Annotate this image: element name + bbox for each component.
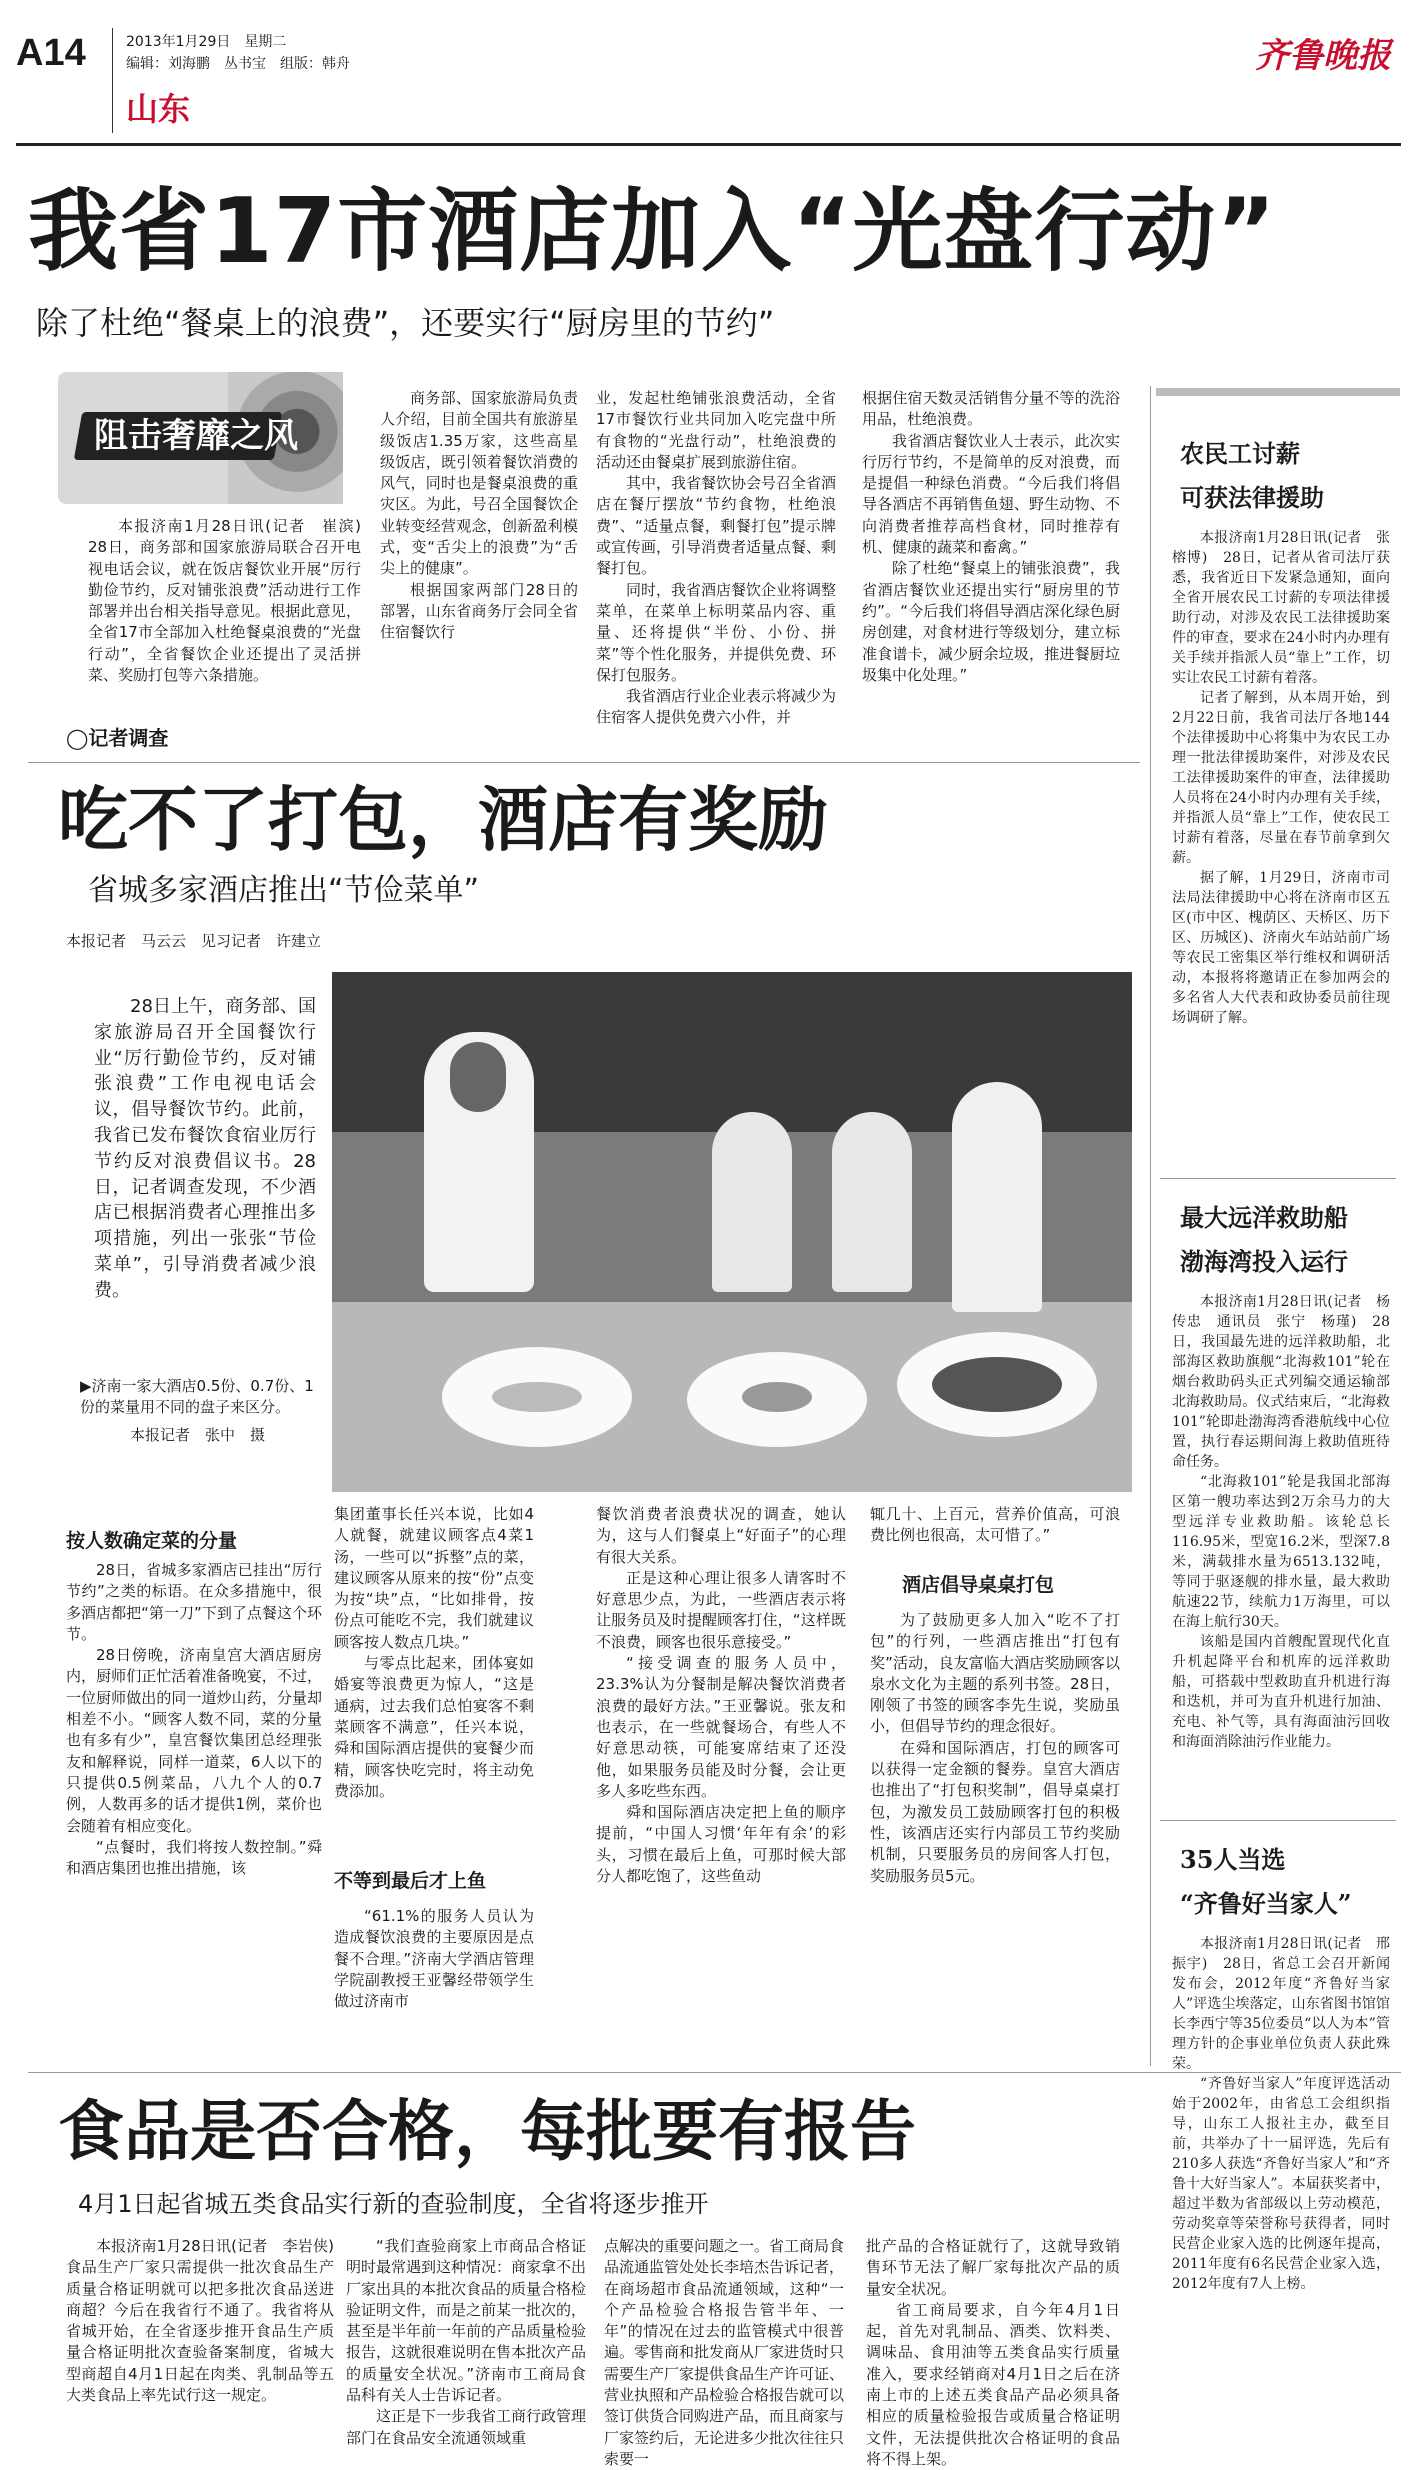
sidebar-item1-body: 本报济南1月28日讯(记者 张榕博) 28日，记者从省司法厅获悉，我省近日下发紧急通知，面向全省开展农民工讨薪的专项法律援助行动，对涉及农民工法律援助案件的审查，要求在24小时内办理有关手续并指派人员“靠上”工作，切实让农民工讨薪有着落。 记者了解到，从本周开始，到2月22日前，我省司法厅各地144个法律援助中心将集中为农民工办理一批法律援助案件，对涉及农民工法律援助案件的审查，法律援助人员将在24小时内办理有关手续，并指派人员“靠上”工作，使农民工讨薪有着落，尽量在春节前拿到欠薪。 据了解，1月29日，济南市司法局法律援助中心将在济南市区五区(市中区、槐荫区、天桥区、历下区、历城区)、济南火车站站前广场等农民工密集区举行维权和调研活动，本报将将邀请正在参加两会的多名省人大代表和政协委员前往现场调研了解。 (1172, 530, 1390, 1026)
page-number: A14 (16, 32, 86, 74)
kitchen-photo (332, 972, 1132, 1492)
article3-column-4: 批产品的合格证就行了，这就导致销售环节无法了解厂家每批次产品的质量安全状况。 省工商局要求，自今年4月1日起，首先对乳制品、酒类、饮料类、调味品、食用油等五类食品实行质量准入，要求经销商对4月1日之后在济南上市的上述五类食品产品必须具备相应的质量检验报告或质量合格证明文件，无法提供批次合格证明的食品将不得上架。 (866, 2237, 1120, 2468)
article3-column-3: 点解决的重要问题之一。省工商局食品流通监管处处长李培杰告诉记者，在商场超市食品流通领域，这种“一个产品检验合格报告管半年、一年”的情况在过去的监管模式中很普遍。零售商和批发商从厂家进货时只需要生产厂家提供食品生产许可证、营业执照和产品检验合格报告就可以签订供货合同购进产品，而且商家与厂家签约后，无论进多少批次往往只索要一 (604, 2237, 845, 2468)
brand-logo: 齐鲁晚报 (1255, 36, 1391, 76)
sidebar-item1-title: 农民工讨薪 可获法律援助 (1180, 439, 1324, 512)
article2-byline: 本报记者 马云云 见习记者 许建立 (66, 932, 322, 950)
article2-subhead-2: 不等到最后才上鱼 (334, 1870, 487, 1892)
sidebar-item3-title: 35人当选 “齐鲁好当家人” (1180, 1845, 1352, 1918)
article2-column-2b: “61.1%的服务人员认为造成餐饮浪费的主要原因是点餐不合理。”济南大学酒店管理学院副教授王亚馨经带领学生做过济南市 (334, 1907, 534, 2011)
article2-column-4b: 为了鼓励更多人加入“吃不了打包”的行列，一些酒店推出“打包有奖”活动，良友富临大酒店奖励顾客以泉水文化为主题的系列书签。28日，刚领了书签的顾客李先生说，奖励虽小，但倡导节约的理念很好。 在舜和国际酒店，打包的顾客可以获得一定金额的餐券。皇宫大酒店也推出了“打包积奖制”，倡导桌桌打包，为激发员工鼓励顾客打包的积极性，该酒店还实行内部员工节约奖励机制，只要服务员的房间客人打包，奖励服务员5元。 (870, 1611, 1120, 1885)
article1-column-4: 根据住宿天数灵活销售分量不等的洗浴用品，杜绝浪费。 我省酒店餐饮业人士表示，此次实行厉行节约，不是简单的反对浪费，而是提倡一种绿色消费。“今后我们将倡导各酒店不再销售鱼翅、野生动物、不向消费者推荐高档食材，同时推荐有机、健康的蔬菜和畜禽。” 除了杜绝“餐桌上的铺张浪费”，我省酒店餐饮业还提出实行“厨房里的节约”。“今后我们将倡导酒店深化绿色厨房创建，对食材进行等级划分，建立标准食谱卡，减少厨余垃圾，推进餐厨垃圾集中化处理。” (862, 389, 1120, 684)
article3-column-2: “我们查验商家上市商品合格证明时最常遇到这种情况：商家拿不出厂家出具的本批次食品的质量合格检验证明文件，而是之前某一批次的，甚至是半年前一年前的产品质量检验报告，这就很难说明在售本批次产品的质量安全状况。”济南市工商局食品科有关人士告诉记者。 这正是下一步我省工商行政管理部门在食品安全流通领域重 (346, 2237, 587, 2447)
chef-figure (712, 1112, 792, 1292)
anti-extravagance-banner (58, 372, 343, 504)
article1-headline: 我省17市酒店加入“光盘行动” (28, 179, 1277, 284)
article2-column-3: 餐饮消费者浪费状况的调查，她认为，这与人们餐桌上“好面子”的心理有很大关系。 正是这种心理让很多人请客时不好意思少点，为此，一些酒店表示将让服务员及时提醒顾客打住，“这样既不浪费，顾客也很乐意接受。” “接受调查的服务人员中，23.3%认为分餐制是解决餐饮消费者浪费的最好方法。”王亚馨说。张友和也表示，在一些就餐场合，有些人不好意思动筷，可能宴席结束了还没他，如果服务员能及时分餐，会让更多人多吃些东西。 舜和国际酒店决定把上鱼的顺序提前，“中国人习惯‘年年有余’的彩头，习惯在最后上鱼，可那时候大部分人都吃饱了，这些鱼动 (596, 1505, 846, 1886)
sidebar-item3-body: 本报济南1月28日讯(记者 邢振宇) 28日，省总工会召开新闻发布会，2012年度“齐鲁好当家人”评选尘埃落定，山东省图书馆馆长李西宁等35位委员“以人为本”管理方针的企事业单位负责人获此殊荣。 “齐鲁好当家人”年度评选活动始于2002年，由省总工会组织指导，山东工人报社主办，截至目前，共举办了十一届评选，先后有210多人获选“齐鲁好当家人”和“齐鲁十大好当家人”。本届获奖者中，超过半数为省部级以上劳动模范，劳动奖章等荣誉称号获得者，同时民营企业家入选的比例逐年提高，2011年度有6名民营企业家入选，2012年度有7人上榜。 (1172, 1936, 1390, 2292)
sidebar-item2-body: 本报济南1月28日讯(记者 杨传忠 通讯员 张宁 杨瑾) 28日，我国最先进的远洋救助船，北部海区救助旗舰“北海救101”轮在烟台救助码头正式列编交通运输部北海救助局。仪式结束后，“北海救101”轮即赴渤海湾香港航线中心位置，执行春运期间海上救助值班待命任务。 “北海救101”轮是我国北部海区第一艘功率达到2万余马力的大型远洋专业救助船。该轮总长116.95米，型宽16.2米，型深7.8米，满载排水量为6513.132吨，等同于驱逐舰的排水量，最大救助航速22节，续航力1万海里，可以在海上航行30天。 该船是国内首艘配置现代化直升机起降平台和机库的远洋救助船，可搭载中型救助直升机进行海和迭机，并可为直升机进行加油、充电、补气等，具有海面油污回收和海面消除油污作业能力。 (1172, 1294, 1390, 1750)
article2-subheadline: 省城多家酒店推出“节俭菜单” (88, 873, 480, 908)
issue-date: 2013年1月29日 星期二 (126, 34, 287, 50)
photo-credit: 本报记者 张中 摄 (130, 1426, 266, 1444)
article1-column-1: 本报济南1月28日讯(记者 崔滨) 28日，商务部和国家旅游局联合召开电视电话会议，就在饭店餐饮业开展“厉行勤俭节约，反对铺张浪费”活动进行工作部署并出台相关指导意见。根据此意见，全省17市全部加入杜绝餐桌浪费的“光盘行动”，全省餐饮企业还提出了灵活拼菜、奖励打包等六条措施。 (88, 517, 377, 685)
article2-column-1: 28日，省城多家酒店已挂出“厉行节约”之类的标语。在众多措施中，很多酒店都把“第一刀”下到了点餐这个环节。 28日傍晚，济南皇宫大酒店厨房内，厨师们正忙活着准备晚宴，不过，一位厨师做出的同一道炒山药，分量却相差不小。“顾客人数不同，菜的分量也有多有少”，皇宫餐饮集团总经理张友和解释说，同样一道菜，6人以下的只提供0.5例菜品，八九个人的0.7例，人数再多的话才提供1例，菜价也会随着有相应变化。 “点餐时，我们将按人数控制。”舜和酒店集团也推出措施，该 (66, 1561, 322, 1878)
article2-subhead-3: 酒店倡导桌桌打包 (902, 1574, 1055, 1596)
photo-caption: ▶济南一家大酒店0.5份、0.7份、1份的菜量用不同的盘子来区分。 (80, 1377, 314, 1416)
tag-circle-icon: ◯ (66, 726, 89, 750)
sidebar-item2-title: 最大远洋救助船 渤海湾投入运行 (1180, 1203, 1348, 1276)
banner-text: 阻击奢靡之风 (94, 416, 298, 456)
article1-column-3: 业，发起杜绝铺张浪费活动，全省17市餐饮行业共同加入吃完盘中所有食物的“光盘行动”，杜绝浪费的活动还由餐桌扩展到旅游住宿。 其中，我省餐饮协会号召全省酒店在餐厅摆放“节约食物，杜绝浪费”、“适量点餐，剩餐打包”提示牌或宣传画，引导消费者适量点餐、剩餐打包。 同时，我省酒店餐饮企业将调整菜单，在菜单上标明菜品内容、重量、还将提供“半份、小份、拼菜”等个性化服务，并提供免费、环保打包服务。 我省酒店行业企业表示将减少为住宿客人提供免费六小件，并 (596, 389, 837, 727)
article3-headline: 食品是否合格，每批要有报告 (58, 2093, 916, 2170)
article3-subheadline: 4月1日起省城五类食品实行新的查验制度，全省将逐步推开 (78, 2190, 709, 2218)
article2-headline: 吃不了打包，酒店有奖励 (58, 779, 828, 861)
editors-line: 编辑：刘海鹏 丛书宝 组版：韩舟 (126, 56, 350, 72)
reporter-investigation-tag: ◯记者调查 (66, 726, 169, 750)
article1-column-2: 商务部、国家旅游局负责人介绍，目前全国共有旅游星级饭店1.35万家，这些高星级饭店，既引领着餐饮消费的风气，同时也是餐桌浪费的重灾区。为此，号召全国餐饮企业转变经营观念，创新盈利模式，变“舌尖上的浪费”为“舌尖上的健康”。 根据国家两部门28日的部署，山东省商务厅会同全省住宿餐饮行 (380, 389, 578, 642)
article2-column-2a: 集团董事长任兴本说，比如4人就餐，就建议顾客点4菜1汤，一些可以“拆整”点的菜，建议顾客从原来的按“份”点变为按“块”点，“比如排骨，按份点可能吃不完，我们就建议顾客按人数点几块。” 与零点比起来，团体宴如婚宴等浪费更为惊人，“这是通病，过去我们总怕宴客不剩菜顾客不满意”，任兴本说，舜和国际酒店提供的宴餐少而精，顾客快吃完时，将主动免费添加。 (334, 1505, 534, 1800)
article2-column-4a: 辄几十、上百元，营养价值高，可浪费比例也很高，太可惜了。” (870, 1505, 1120, 1545)
chef-figure (832, 1112, 912, 1292)
article2-subhead-1: 按人数确定菜的分量 (66, 1530, 238, 1552)
article1-subheadline: 除了杜绝“餐桌上的浪费”，还要实行“厨房里的节约” (36, 304, 775, 342)
article2-lead: 28日上午，商务部、国家旅游局召开全国餐饮行业“厉行勤俭节约，反对铺张浪费”工作电视电话会议，倡导餐饮节约。此前，我省已发布餐饮食宿业厉行节约反对浪费倡议书。28日，记者调查发现，不少酒店已根据消费者心理推出多项措施，列出一张张“节俭菜单”，引导消费者减少浪费。 (94, 996, 316, 1301)
article3-column-1: 本报济南1月28日讯(记者 李岩侠) 食品生产厂家只需提供一批次食品生产质量合格证明就可以把多批次食品送进商超？今后在我省行不通了。我省将从省城开始，在全省逐步推开食品生产质量合格证明批次查验备案制度，省城大型商超自4月1日起在肉类、乳制品等五大类食品上率先试行这一规定。 (66, 2237, 350, 2405)
chef-figure (952, 1082, 1042, 1312)
section-name: 山东 (126, 90, 191, 128)
